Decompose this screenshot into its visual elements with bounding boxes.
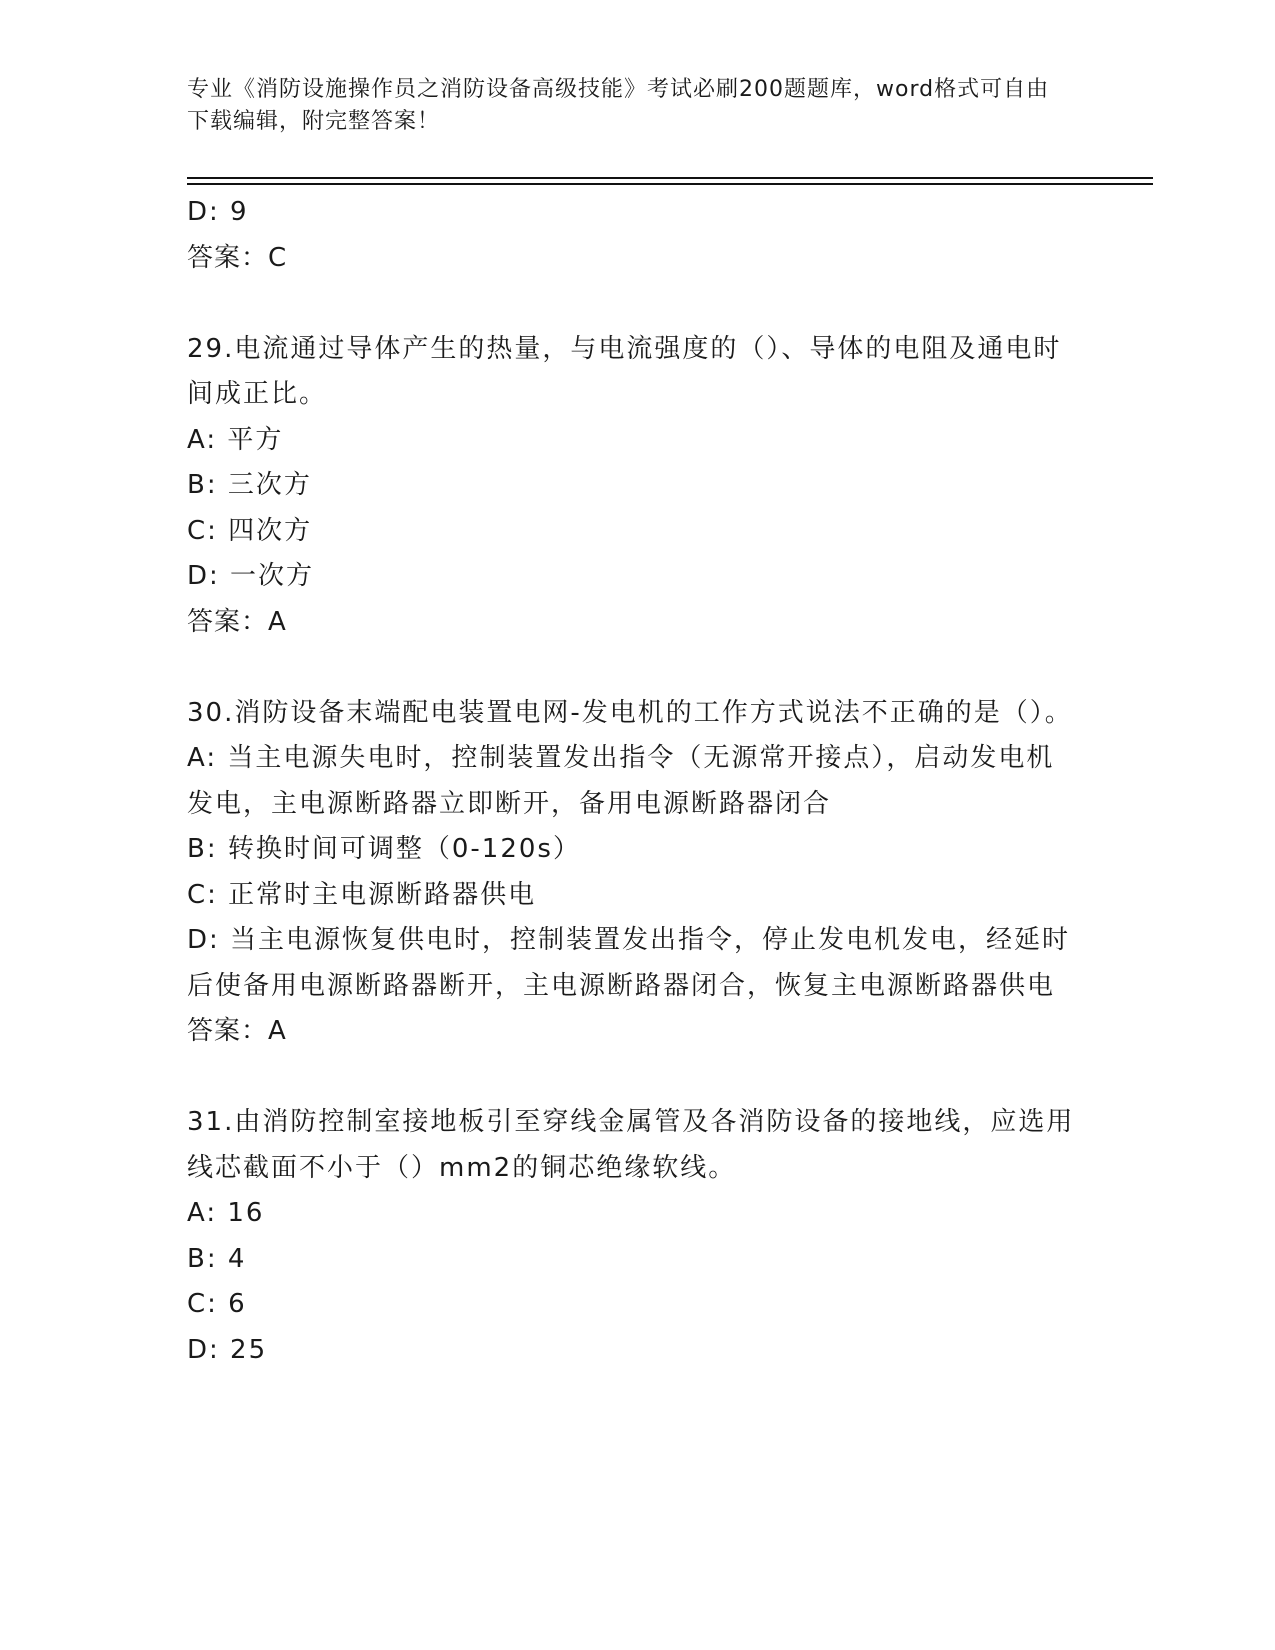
answer-previous: 答案：C xyxy=(187,242,288,273)
question-text: 29.电流通过导体产生的热量，与电流强度的（）、导体的电阻及通电时间成正比。 xyxy=(187,333,1062,409)
spacer xyxy=(187,1055,1077,1101)
option-d-previous: D: 9 xyxy=(187,197,249,227)
option-c: C: 6 xyxy=(187,1289,247,1319)
option-d: D: 一次方 xyxy=(187,561,315,591)
header-rule-top xyxy=(187,177,1153,179)
answer: 答案：A xyxy=(187,606,287,637)
document-body xyxy=(187,190,1077,1373)
option-c: C: 正常时主电源断路器供电 xyxy=(187,879,537,910)
option-d: D: 25 xyxy=(187,1334,268,1365)
question-31 xyxy=(187,1100,1077,1373)
option-c: C: 四次方 xyxy=(187,515,313,546)
spacer xyxy=(187,281,1077,327)
option-a: A: 平方 xyxy=(187,424,284,455)
question-text: 30.消防设备末端配电装置电网-发电机的工作方式说法不正确的是（）。 xyxy=(187,697,1073,728)
document-header: 专业《消防设施操作员之消防设备高级技能》考试必刷200题题库，word格式可自由下载编辑，附完整答案！ xyxy=(187,77,1050,134)
option-b: B: 三次方 xyxy=(187,470,312,500)
header-rule-bottom xyxy=(187,183,1153,185)
question-30 xyxy=(187,691,1077,1055)
question-29 xyxy=(187,327,1077,646)
option-a: A: 当主电源失电时，控制装置发出指令（无源常开接点），启动发电机发电，主电源断路器立即断开，备用电源断路器闭合 xyxy=(187,743,1055,819)
option-a: A: 16 xyxy=(187,1198,265,1228)
option-b: B: 转换时间可调整（0-120s） xyxy=(187,834,581,864)
spacer xyxy=(187,645,1077,691)
question-text: 31.由消防控制室接地板引至穿线金属管及各消防设备的接地线，应选用线芯截面不小于（）mm2的铜芯绝缘软线。 xyxy=(187,1107,1075,1183)
option-d: D: 当主电源恢复供电时，控制装置发出指令，停止发电机发电，经延时后使备用电源断路器断开，主电源断路器闭合，恢复主电源断路器供电 xyxy=(187,925,1071,1001)
option-b: B: 4 xyxy=(187,1243,247,1274)
answer: 答案：A xyxy=(187,1016,287,1046)
